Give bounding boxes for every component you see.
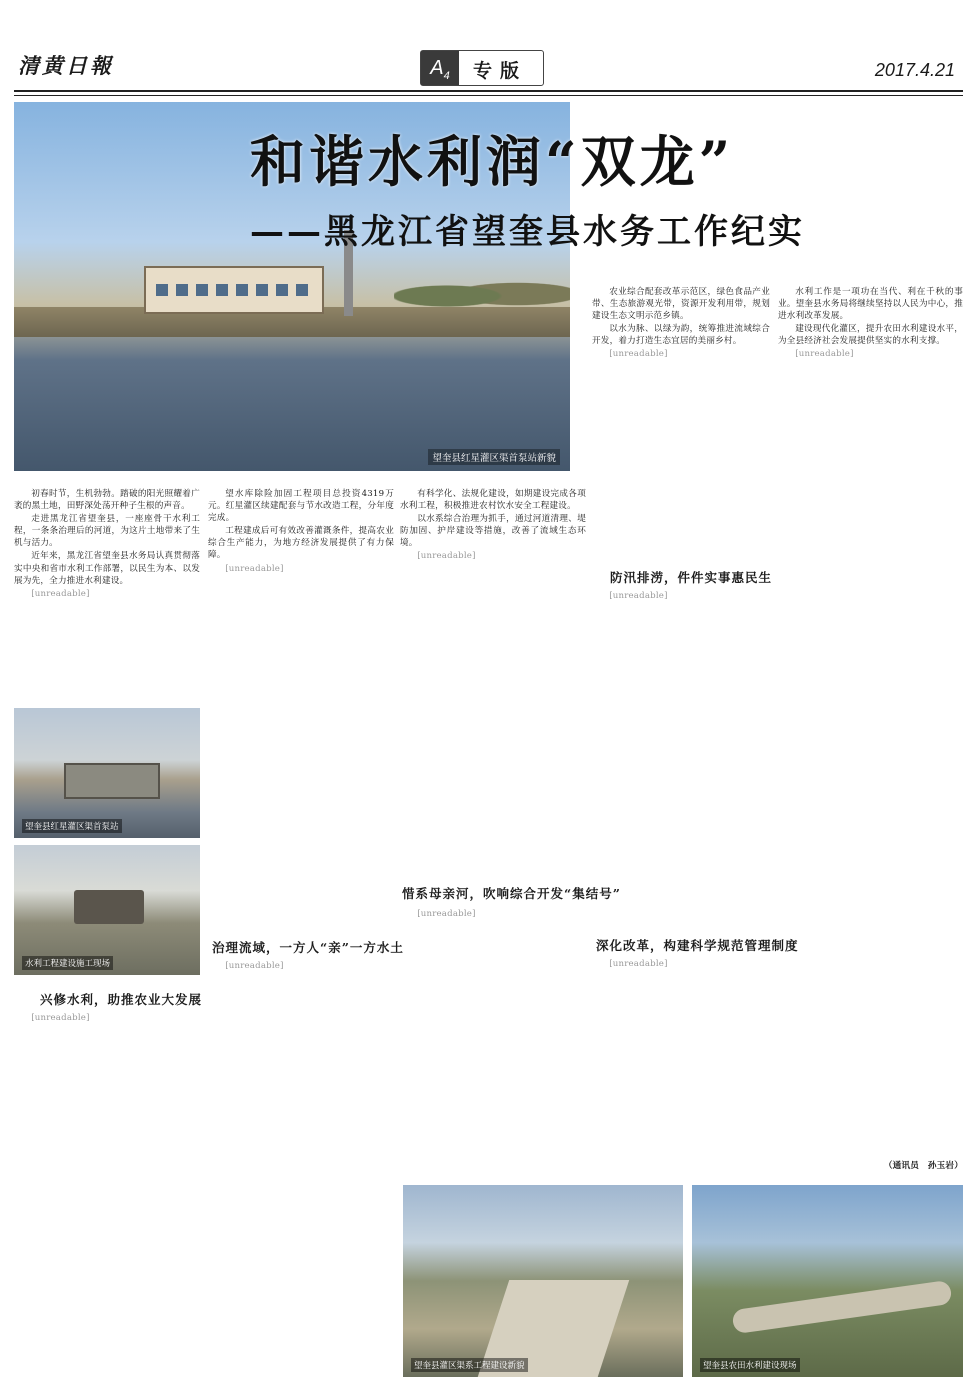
text-column-1 <box>14 488 200 704</box>
photo-construction <box>14 845 200 975</box>
text-column-4 <box>592 286 770 558</box>
paragraph: 有科学化、法规化建设，如期建设完成各项水利工程，积极推进农村饮水安全工程建设。 <box>400 489 586 512</box>
photo-canal <box>403 1185 683 1377</box>
text-column-2-lower <box>208 960 394 1378</box>
paragraph: [unreadable] <box>417 551 476 562</box>
paragraph: [unreadable] <box>31 588 90 599</box>
text-column-4-lower <box>592 958 770 1180</box>
paragraph: 望水库除险加固工程项目总投资4319万元。红星灌区续建配套与节水改造工程，分年度完成。 <box>208 489 394 524</box>
hero-caption: 望奎县红星灌区渠首泵站新貌 <box>428 449 560 465</box>
text-column-3 <box>400 488 586 874</box>
paragraph: [unreadable] <box>225 563 284 574</box>
paragraph: [unreadable] <box>417 909 476 919</box>
paragraph: 近年来，黑龙江省望奎县水务局认真贯彻落实中央和省市水利工作部署，以民生为本、以发展为先，全力推进水利建设。 <box>14 551 200 586</box>
subhead-4: 防汛排涝，件件实事惠民生 <box>610 570 773 585</box>
page-tag <box>420 50 544 86</box>
photo-pipe <box>731 1280 952 1334</box>
paragraph: 以水为脉、以绿为韵，统筹推进流域综合开发，着力打造生态宜居的美丽乡村。 <box>592 324 770 347</box>
article-title: 和谐水利润“双龙” <box>250 129 735 194</box>
paragraph: 建设现代化灌区，提升农田水利建设水平，为全县经济社会发展提供坚实的水利支撑。 <box>778 324 963 347</box>
subhead-5: 深化改革，构建科学规范管理制度 <box>596 938 799 953</box>
paragraph: [unreadable] <box>609 959 668 969</box>
photo-pump-station <box>14 708 200 838</box>
photo-caption: 望奎县农田水利建设现场 <box>700 1358 800 1372</box>
text-column-4-mid <box>592 590 770 926</box>
paragraph: 农业综合配套改革示范区，绿色食品产业带、生态旅游观光带，资源开发利用带，规划建设生态文明示范乡镇。 <box>592 287 770 322</box>
article-subtitle: ——黑龙江省望奎县水务工作纪实 <box>250 212 805 252</box>
paragraph: [unreadable] <box>795 349 854 360</box>
text-column-5 <box>778 286 963 1156</box>
photo-caption: 望奎县灌区渠系工程建设新貌 <box>411 1358 528 1372</box>
photo-structure <box>74 890 144 924</box>
paragraph: [unreadable] <box>609 349 668 360</box>
paper-masthead: 清黄日報 <box>18 53 114 78</box>
photo-caption: 望奎县红星灌区渠首泵站 <box>22 819 122 833</box>
tree-line <box>394 272 570 312</box>
issue-date: 2017.4.21 <box>874 60 955 80</box>
text-column-3-lower <box>400 908 586 1178</box>
photo-workers <box>692 1185 963 1377</box>
text-column-2 <box>208 488 394 928</box>
pump-station-building <box>144 266 324 314</box>
paragraph: [unreadable] <box>31 1013 90 1023</box>
paragraph: 以水系综合治理为抓手，通过河道清理、堤防加固、护岸建设等措施，改善了流域生态环境。 <box>400 514 586 549</box>
subhead-2: 治理流域，一方人“亲”一方水土 <box>212 940 404 955</box>
header-rule <box>14 90 963 92</box>
paragraph: 水利工作是一项功在当代、利在千秋的事业。望奎县水务局将继续坚持以人民为中心，推进水利改革发展。 <box>778 287 963 322</box>
paragraph: 工程建成后可有效改善灌溉条件，提高农业综合生产能力，为地方经济发展提供了有力保障。 <box>208 526 394 561</box>
subhead-3: 惜系母亲河，吹响综合开发“集结号” <box>402 886 621 901</box>
paragraph: 走进黑龙江省望奎县，一座座骨干水利工程，一条条治理后的河道，为这片土地带来了生机与活力。 <box>14 514 200 549</box>
subhead-1: 兴修水利，助推农业大发展 <box>40 992 203 1007</box>
paragraph: [unreadable] <box>225 961 284 971</box>
byline: （通讯员 孙玉岩） <box>883 1161 963 1171</box>
paragraph: [unreadable] <box>609 591 668 601</box>
header-rule-thin <box>14 95 963 96</box>
section-label: 专版 <box>473 60 528 82</box>
text-column-1-lower <box>14 1012 200 1378</box>
paragraph: 初春时节，生机勃勃。踏破的阳光照耀着广袤的黑土地，田野深处荡开种子生根的声音。 <box>14 489 200 512</box>
page-number: $A_4$ <box>421 51 459 85</box>
photo-structure <box>64 763 160 799</box>
photo-caption: 水利工程建设施工现场 <box>22 956 113 970</box>
